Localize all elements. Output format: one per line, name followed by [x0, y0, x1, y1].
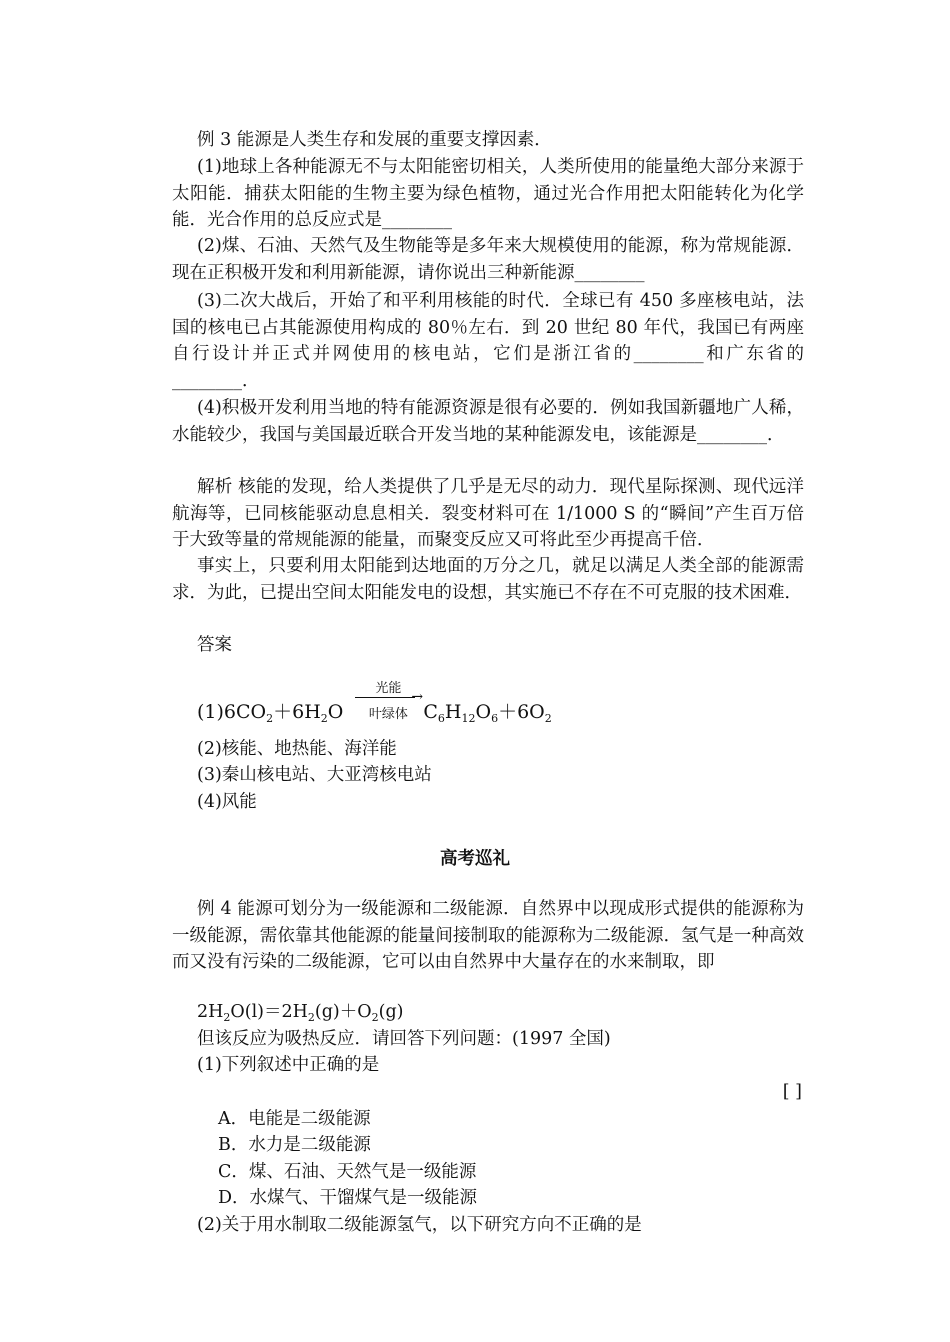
eq-part: (g)＋O: [314, 1002, 372, 1022]
eq-right-h: H: [444, 701, 462, 723]
photosynthesis-equation: [197, 678, 552, 725]
reaction-arrow: [355, 678, 424, 722]
arrow-condition-bottom: 叶绿体: [368, 707, 408, 722]
answer-2: (2)核能、地热能、海洋能: [197, 739, 397, 759]
arrow-condition-top: 光能: [375, 681, 402, 696]
eq-sub: 2: [307, 1011, 315, 1024]
eq-part: 2H: [197, 1002, 224, 1022]
example4-intro: 例 4 能源可划分为一级能源和二级能源．自然界中以现成形式提供的能源称为一级能源，需依靠其他能源的能量间接制取的能源称为二级能源．氢气是一种高效而又没有污染的二级能源，它可以由自然界中大量存在的水来制取，即: [172, 899, 804, 972]
answer-4: (4)风能: [197, 792, 257, 812]
eq-sub: 6: [491, 712, 499, 725]
section-heading: 高考巡礼: [440, 849, 510, 869]
eq-right-c: C: [423, 701, 438, 723]
example4-question-2: (2)关于用水制取二级能源氢气，以下研究方向不正确的是: [197, 1215, 642, 1235]
arrow-right-icon: →: [411, 689, 424, 705]
example3-intro: 例 3 能源是人类生存和发展的重要支撑因素．: [197, 130, 552, 150]
option-c: C．煤、石油、天然气是一级能源: [218, 1162, 477, 1182]
eq-sub: 6: [437, 712, 445, 725]
example3-question-4: (4)积极开发利用当地的特有能源资源是很有必要的．例如我国新疆地广人稀，水能较少，我国与美国最近联合开发当地的某种能源发电，该能源是________．: [172, 398, 804, 445]
example3-question-1: (1)地球上各种能源无不与太阳能密切相关，人类所使用的能量绝大部分来源于太阳能．捕获太阳能的生物主要为绿色植物，通过光合作用把太阳能转化为化学能．光合作用的总反应式是________: [172, 157, 804, 230]
example3-question-2: (2)煤、石油、天然气及生物能等是多年来大规模使用的能源，称为常规能源．现在正积极开发和利用新能源，请你说出三种新能源________: [172, 236, 804, 283]
eq-right-plus: ＋6O: [498, 701, 545, 723]
answer-bracket: [ ]: [782, 1082, 802, 1102]
eq-sub: 2: [544, 712, 552, 725]
eq-left-mid: ＋6H: [273, 701, 321, 723]
eq-sub: 2: [320, 712, 328, 725]
eq-left-end: O: [327, 701, 344, 723]
eq-right-o: O: [475, 701, 492, 723]
example4-question-1: (1)下列叙述中正确的是: [197, 1055, 380, 1075]
eq-sub: 2: [266, 712, 274, 725]
answer-3: (3)秦山核电站、大亚湾核电站: [197, 765, 432, 785]
option-b: B．水力是二级能源: [218, 1135, 371, 1155]
option-a: A．电能是二级能源: [218, 1109, 371, 1129]
example3-analysis-paragraph-2: 事实上，只要利用太阳能到达地面的万分之几，就足以满足人类全部的能源需求．为此，已提出空间太阳能发电的设想，其实施已不存在不可克服的技术困难．: [172, 556, 804, 603]
eq-part: O(l)＝2H: [230, 1002, 308, 1022]
eq-part: (g): [378, 1002, 404, 1022]
eq-sub: 2: [371, 1011, 379, 1024]
example3-question-3: (3)二次大战后，开始了和平利用核能的时代．全球已有 450 多座核电站，法国的核电已占其能源使用构成的 80％左右．到 20 世纪 80 年代，我国已有两座自行设计并正式并网使用的核电站，它们是浙江省的________和广东省的________．: [172, 291, 804, 391]
eq-sub: 12: [461, 712, 476, 725]
eq-sub: 2: [223, 1011, 231, 1024]
example4-note: 但该反应为吸热反应．请回答下列问题：(1997 全国): [197, 1029, 611, 1049]
answer-label: 答案: [197, 635, 232, 655]
example3-analysis-paragraph-1: 解析 核能的发现，给人类提供了几乎是无尽的动力．现代星际探测、现代远洋航海等，已同核能驱动息息相关．裂变材料可在 1/1000 S 的“瞬间”产生百万倍于大致等量的常规能源的能量，而聚变反应又可将此至少再提高千倍．: [172, 477, 804, 550]
eq-left-prefix: (1)6CO: [197, 701, 267, 723]
option-d: D．水煤气、干馏煤气是一级能源: [218, 1188, 478, 1208]
